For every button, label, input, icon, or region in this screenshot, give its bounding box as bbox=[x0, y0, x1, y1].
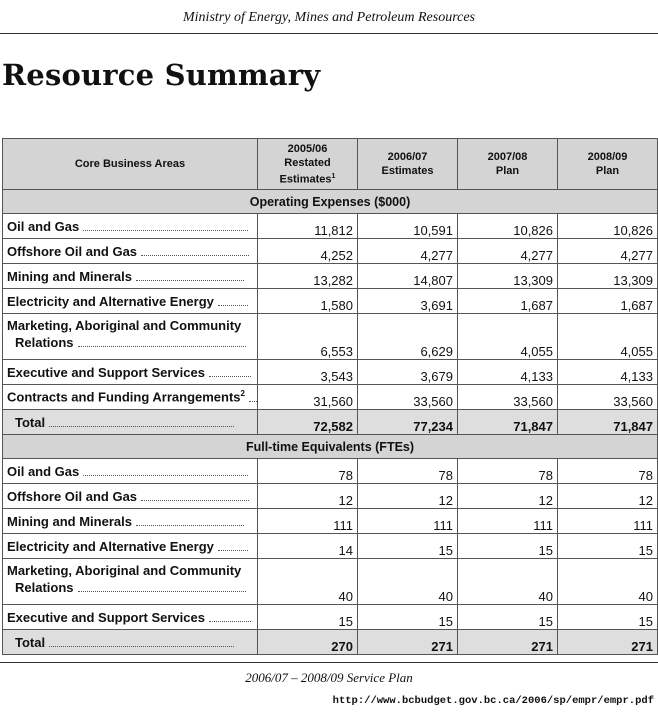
table-row: Marketing, Aboriginal and Community Relations 40 40 40 40 bbox=[3, 559, 658, 605]
table-row: Offshore Oil and Gas 12 12 12 12 bbox=[3, 484, 658, 509]
source-url[interactable]: http://www.bcbudget.gov.bc.ca/2006/sp/empr/empr.pdf bbox=[332, 695, 654, 707]
table-row: Contracts and Funding Arrangements$^2$ 31,560 33,560 33,560 33,560 bbox=[3, 385, 658, 410]
col-header-2007: 2007/08 Plan bbox=[458, 139, 558, 190]
fte-total-row: Total 270 271 271 271 bbox=[3, 630, 658, 655]
resource-summary-table bbox=[2, 138, 658, 655]
section-heading: Operating Expenses ($000) bbox=[3, 190, 658, 214]
col-header-area: Core Business Areas bbox=[3, 139, 258, 190]
footer-rule bbox=[0, 662, 658, 663]
table-row: Mining and Minerals 13,282 14,807 13,309 13,309 bbox=[3, 264, 658, 289]
footnote-2-marker: 2 bbox=[240, 389, 245, 399]
section-fte bbox=[3, 435, 658, 459]
col-header-2008: 2008/09 Plan bbox=[558, 139, 658, 190]
col-header-2006: 2006/07 Estimates bbox=[358, 139, 458, 190]
table-row: Oil and Gas 78 78 78 78 bbox=[3, 459, 658, 484]
table-row: Executive and Support Services 3,543 3,679 4,133 4,133 bbox=[3, 360, 658, 385]
opex-total-row: Total 72,582 77,234 71,847 71,847 bbox=[3, 410, 658, 435]
ministry-header: Ministry of Energy, Mines and Petroleum Resources bbox=[183, 10, 475, 25]
table-row: Oil and Gas 11,812 10,591 10,826 10,826 bbox=[3, 214, 658, 239]
header-rule bbox=[0, 33, 658, 34]
section-heading: Full-time Equivalents (FTEs) bbox=[3, 435, 658, 459]
table-header-row bbox=[3, 139, 658, 190]
col-header-2005: 2005/06 Restated Estimates$^1$ bbox=[258, 139, 358, 190]
table-row: Executive and Support Services 15 15 15 15 bbox=[3, 605, 658, 630]
page-title: Resource Summary bbox=[2, 58, 321, 92]
table-row: Electricity and Alternative Energy 1,580 3,691 1,687 1,687 bbox=[3, 289, 658, 314]
table-row: Offshore Oil and Gas 4,252 4,277 4,277 4,277 bbox=[3, 239, 658, 264]
section-operating-expenses bbox=[3, 190, 658, 214]
footnote-1-marker: 1 bbox=[331, 172, 336, 180]
table-row: Electricity and Alternative Energy 14 15 15 15 bbox=[3, 534, 658, 559]
footer-service-plan: 2006/07 – 2008/09 Service Plan bbox=[245, 670, 413, 685]
table-row: Mining and Minerals 111 111 111 111 bbox=[3, 509, 658, 534]
table-row: Marketing, Aboriginal and Community Relations 6,553 6,629 4,055 4,055 bbox=[3, 314, 658, 360]
